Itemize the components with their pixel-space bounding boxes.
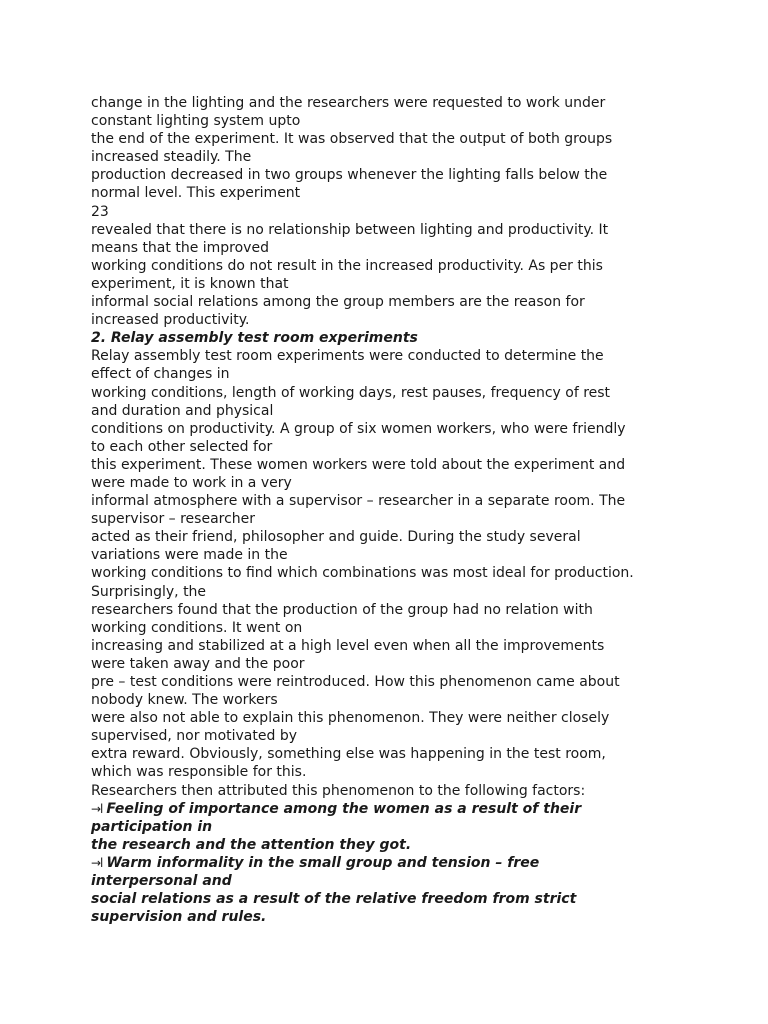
text-line: variations were made in the — [91, 547, 288, 564]
text-line: the end of the experiment. It was observed that the output of both groups — [91, 131, 613, 148]
text-line: acted as their friend, philosopher and guide. During the study several — [91, 529, 581, 546]
text-line: pre – test conditions were reintroduced. How this phenomenon came about — [91, 674, 620, 690]
text-line: means that the improved — [91, 239, 269, 256]
text-line: revealed that there is no relationship between lighting and productivity. It — [91, 221, 609, 238]
text-line: were also not able to explain this phenomenon. They were neither closely — [91, 710, 610, 727]
text-line: were taken away and the poor — [91, 655, 305, 672]
bullet-icon: →l — [91, 855, 103, 870]
text-line: to each other selected for — [91, 438, 273, 455]
bullet-item-line: participation in — [91, 818, 213, 835]
text-line: normal level. This experiment — [91, 185, 301, 202]
text-line: increased steadily. The — [91, 149, 252, 166]
text-line: this experiment. These women workers were told about the experiment and — [91, 456, 626, 473]
text-line: constant lighting system upto — [91, 113, 301, 130]
page-number: 23 — [91, 203, 109, 220]
text-line: and duration and physical — [91, 402, 274, 419]
text-line: supervisor – researcher — [91, 511, 256, 528]
text-line: were made to work in a very — [91, 474, 292, 491]
text-line: working conditions do not result in the increased productivity. As per this — [91, 257, 603, 274]
document-page — [91, 94, 691, 926]
text-line: experiment, it is known that — [91, 275, 289, 292]
bullet-item-line: social relations as a result of the relative freedom from strict — [91, 891, 577, 908]
bullet-item-line — [91, 800, 691, 818]
text-line: informal social relations among the group members are the reason for — [91, 294, 585, 311]
text-line: Surprisingly, the — [91, 583, 207, 600]
text-line: researchers found that the production of the group had no relation with — [91, 601, 593, 618]
bullet-item-line — [91, 854, 691, 872]
text-line: supervised, nor motivated by — [91, 728, 297, 745]
text-line: which was responsible for this. — [91, 764, 307, 781]
bullet-icon: →l — [91, 801, 103, 816]
text-line: working conditions, length of working days, rest pauses, frequency of rest — [91, 384, 611, 401]
bullet-text: Feeling of importance among the women as a result of their — [106, 800, 582, 817]
text-line: working conditions to find which combinations was most ideal for production. — [91, 565, 634, 582]
bullet-item-line: the research and the attention they got. — [91, 836, 412, 853]
text-line: Relay assembly test room experiments were conducted to determine the — [91, 348, 604, 365]
text-line: conditions on productivity. A group of six women workers, who were friendly — [91, 420, 626, 437]
text-line: effect of changes in — [91, 366, 230, 383]
text-line: change in the lighting and the researchers were requested to work under — [91, 95, 606, 111]
text-line: extra reward. Obviously, something else was happening in the test room, — [91, 746, 606, 763]
bullet-item-line: supervision and rules. — [91, 909, 267, 926]
text-line: informal atmosphere with a supervisor – researcher in a separate room. The — [91, 493, 626, 510]
text-line: increased productivity. — [91, 312, 250, 329]
bullet-item-line: interpersonal and — [91, 873, 232, 890]
text-line: nobody knew. The workers — [91, 692, 278, 709]
text-line: production decreased in two groups whenever the lighting falls below the — [91, 167, 608, 184]
text-line: Researchers then attributed this phenomenon to the following factors: — [91, 782, 586, 799]
bullet-text: Warm informality in the small group and tension – free — [106, 854, 540, 871]
text-line: increasing and stabilized at a high level even when all the improvements — [91, 637, 605, 654]
section-heading: 2. Relay assembly test room experiments — [91, 330, 418, 347]
text-line: working conditions. It went on — [91, 619, 303, 636]
